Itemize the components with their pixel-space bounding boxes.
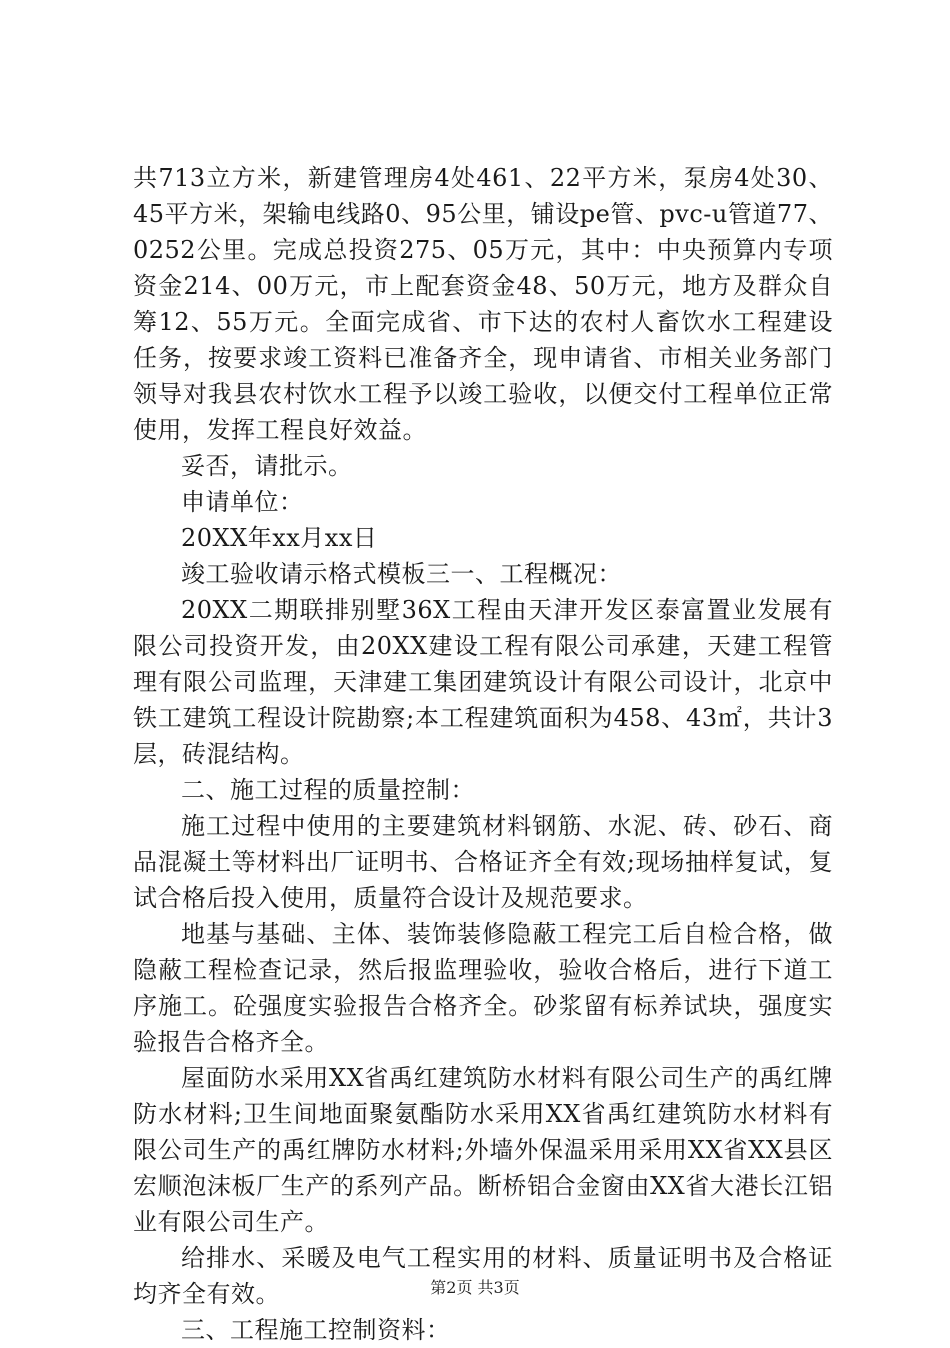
paragraph-2: 妥否，请批示。 — [181, 452, 353, 480]
paragraph-11: 给排水、采暖及电气工程实用的材料、质量证明书及合格证均齐全有效。 — [133, 1244, 833, 1308]
paragraph-6: 20XX二期联排别墅36X工程由天津开发区泰富置业发展有限公司投资开发，由20XX建设工程有限公司承建，天建工程管理有限公司监理，天津建工集团建筑设计有限公司设计，北京中铁工建筑工程设计院勘察;本工程建筑面积为458、43㎡，共计3层，砖混结构。 — [133, 596, 833, 768]
paragraph-10: 屋面防水采用XX省禹红建筑防水材料有限公司生产的禹红牌防水材料;卫生间地面聚氨酯防水采用XX省禹红建筑防水材料有限公司生产的禹红牌防水材料;外墙外保温采用采用XX省XX县区宏顺泡沫板厂生产的系列产品。断桥铝合金窗由XX省大港长江铝业有限公司生产。 — [133, 1064, 833, 1236]
paragraph-7: 二、施工过程的质量控制： — [181, 776, 475, 804]
paragraph-8: 施工过程中使用的主要建筑材料钢筋、水泥、砖、砂石、商品混凝土等材料出厂证明书、合格证齐全有效;现场抽样复试，复试合格后投入使用，质量符合设计及规范要求。 — [133, 812, 833, 912]
document-body — [133, 160, 833, 1348]
paragraph-1: 共713立方米，新建管理房4处461、22平方米，泵房4处30、45平方米，架输电线路0、95公里，铺设pe管、pvc-u管道77、0252公里。完成总投资275、05万元，其中：中央预算内专项资金214、00万元，市上配套资金48、50万元，地方及群众自筹12、55万元。全面完成省、市下达的农村人畜饮水工程建设任务，按要求竣工资料已准备齐全，现申请省、市相关业务部门领导对我县农村饮水工程予以竣工验收，以便交付工程单位正常使用，发挥工程良好效益。 — [133, 164, 833, 444]
paragraph-12: 三、工程施工控制资料： — [181, 1316, 451, 1344]
paragraph-9: 地基与基础、主体、装饰装修隐蔽工程完工后自检合格，做隐蔽工程检查记录，然后报监理验收，验收合格后，进行下道工序施工。砼强度实验报告合格齐全。砂浆留有标养试块，强度实验报告合格齐全。 — [133, 920, 833, 1056]
paragraph-4: 20XX年xx月xx日 — [181, 524, 378, 552]
paragraph-3: 申请单位： — [181, 488, 304, 516]
page-footer: 第2页 共3页 — [430, 1278, 520, 1297]
paragraph-5: 竣工验收请示格式模板三一、工程概况： — [181, 560, 622, 588]
